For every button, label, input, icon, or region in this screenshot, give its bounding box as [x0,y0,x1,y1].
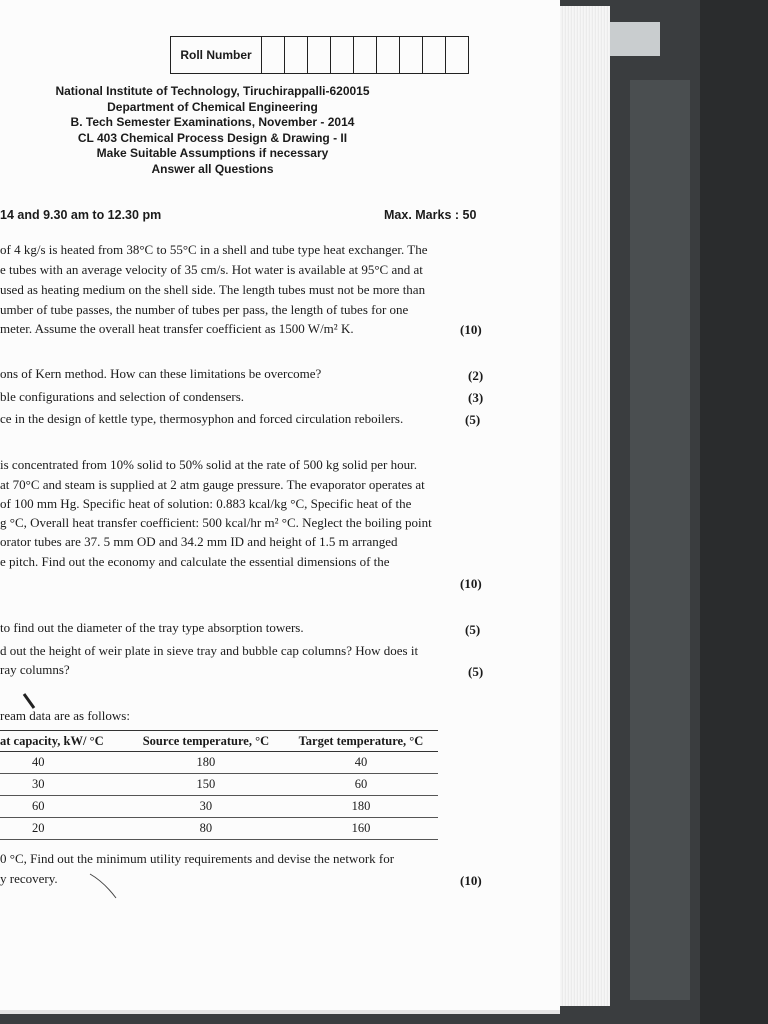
question-line: meter. Assume the overall heat transfer coefficient as 1500 W/m² K. [0,321,354,336]
question-line: d out the height of weir plate in sieve tray and bubble cap columns? How does it [0,643,419,658]
stream-data-table [0,730,438,840]
question-line: e pitch. Find out the economy and calculate the essential dimensions of the [0,554,390,569]
roll-digit-box [308,37,331,73]
roll-digit-box [331,37,354,73]
pen-mark [86,870,126,904]
question-line: ce in the design of kettle type, thermosyphon and forced circulation reboilers. [0,411,404,426]
question-line: is concentrated from 10% solid to 50% solid at the rate of 500 kg solid per hour. [0,457,417,472]
question-line: used as heating medium on the shell side. The length tubes must not be more than [0,282,426,297]
question-line: e tubes with an average velocity of 35 cm/s. Hot water is available at 95°C and at [0,262,423,277]
table-cell: 40 [284,752,438,774]
question-line: ble configurations and selection of condensers. [0,389,245,404]
table-cell: 30 [0,774,128,796]
roll-digit-box [400,37,423,73]
max-marks: Max. Marks : 50 [384,208,477,222]
roll-digit-box [354,37,377,73]
roll-number-label: Roll Number [171,37,262,73]
col-source-temperature: Source temperature, °C [128,731,284,752]
marks-label: (10) [460,322,482,337]
instruction-assumptions: Make Suitable Assumptions if necessary [96,146,329,161]
table-row [0,752,438,774]
roll-digit-box [377,37,400,73]
table-cell: 80 [128,818,284,840]
table-row [0,818,438,840]
question-line: to find out the diameter of the tray type absorption towers. [0,620,304,635]
marks-label: (5) [465,412,481,427]
course-title: CL 403 Chemical Process Design & Drawing - II [77,130,348,145]
question-line: ray columns? [0,662,70,677]
department-name: Department of Chemical Engineering [107,99,318,114]
table-cell: 30 [128,796,284,818]
table-cell: 20 [0,818,128,840]
exam-time: 14 and 9.30 am to 12.30 pm [0,208,162,222]
marks-label: (5) [465,622,481,637]
question-line: orator tubes are 37. 5 mm OD and 34.2 mm ID and height of 1.5 m arranged [0,534,398,549]
table-cell: 40 [0,752,128,774]
table-cell: 60 [284,774,438,796]
table-header-row [0,731,438,752]
table-cell: 180 [128,752,284,774]
question-line: at 70°C and steam is supplied at 2 atm gauge pressure. The evaporator operates at [0,477,425,492]
question-line: 0 °C, Find out the minimum utility requirements and devise the network for [0,851,395,866]
marks-label: (5) [468,664,484,679]
col-target-temperature: Target temperature, °C [284,731,438,752]
marks-label: (3) [468,390,484,405]
exam-title: B. Tech Semester Examinations, November - 2014 [70,115,355,130]
roll-digit-box [262,37,285,73]
table-cell: 60 [0,796,128,818]
marks-label: (10) [460,873,482,888]
roll-digit-box [423,37,446,73]
table-row [0,796,438,818]
question-line: of 4 kg/s is heated from 38°C to 55°C in a shell and tube type heat exchanger. The [0,242,428,257]
question-line: y recovery. [0,871,58,886]
question-line: of 100 mm Hg. Specific heat of solution: 0.883 kcal/kg °C, Specific heat of the [0,496,412,511]
question-line: umber of tube passes, the number of tubes per pass, the length of tubes for one [0,302,409,317]
question-line: g °C, Overall heat transfer coefficient: 500 kcal/hr m² °C. Neglect the boiling point [0,515,432,530]
table-row [0,774,438,796]
scanner-side-panel [630,80,690,1000]
roll-number-box [170,36,469,74]
col-heat-capacity: at capacity, kW/ °C [0,731,128,752]
question-line: ream data are as follows: [0,708,130,723]
exam-header [0,84,425,178]
question-line: ons of Kern method. How can these limitations be overcome? [0,366,322,381]
instruction-answer-all: Answer all Questions [151,161,274,176]
table-cell: 160 [284,818,438,840]
roll-digit-box [446,37,468,73]
institute-name: National Institute of Technology, Tiruchirappalli-620015 [55,84,370,98]
marks-label: (2) [468,368,484,383]
table-cell: 180 [284,796,438,818]
roll-digit-box [285,37,308,73]
marks-label: (10) [460,576,482,591]
table-cell: 150 [128,774,284,796]
scanner-edge [700,0,768,1024]
